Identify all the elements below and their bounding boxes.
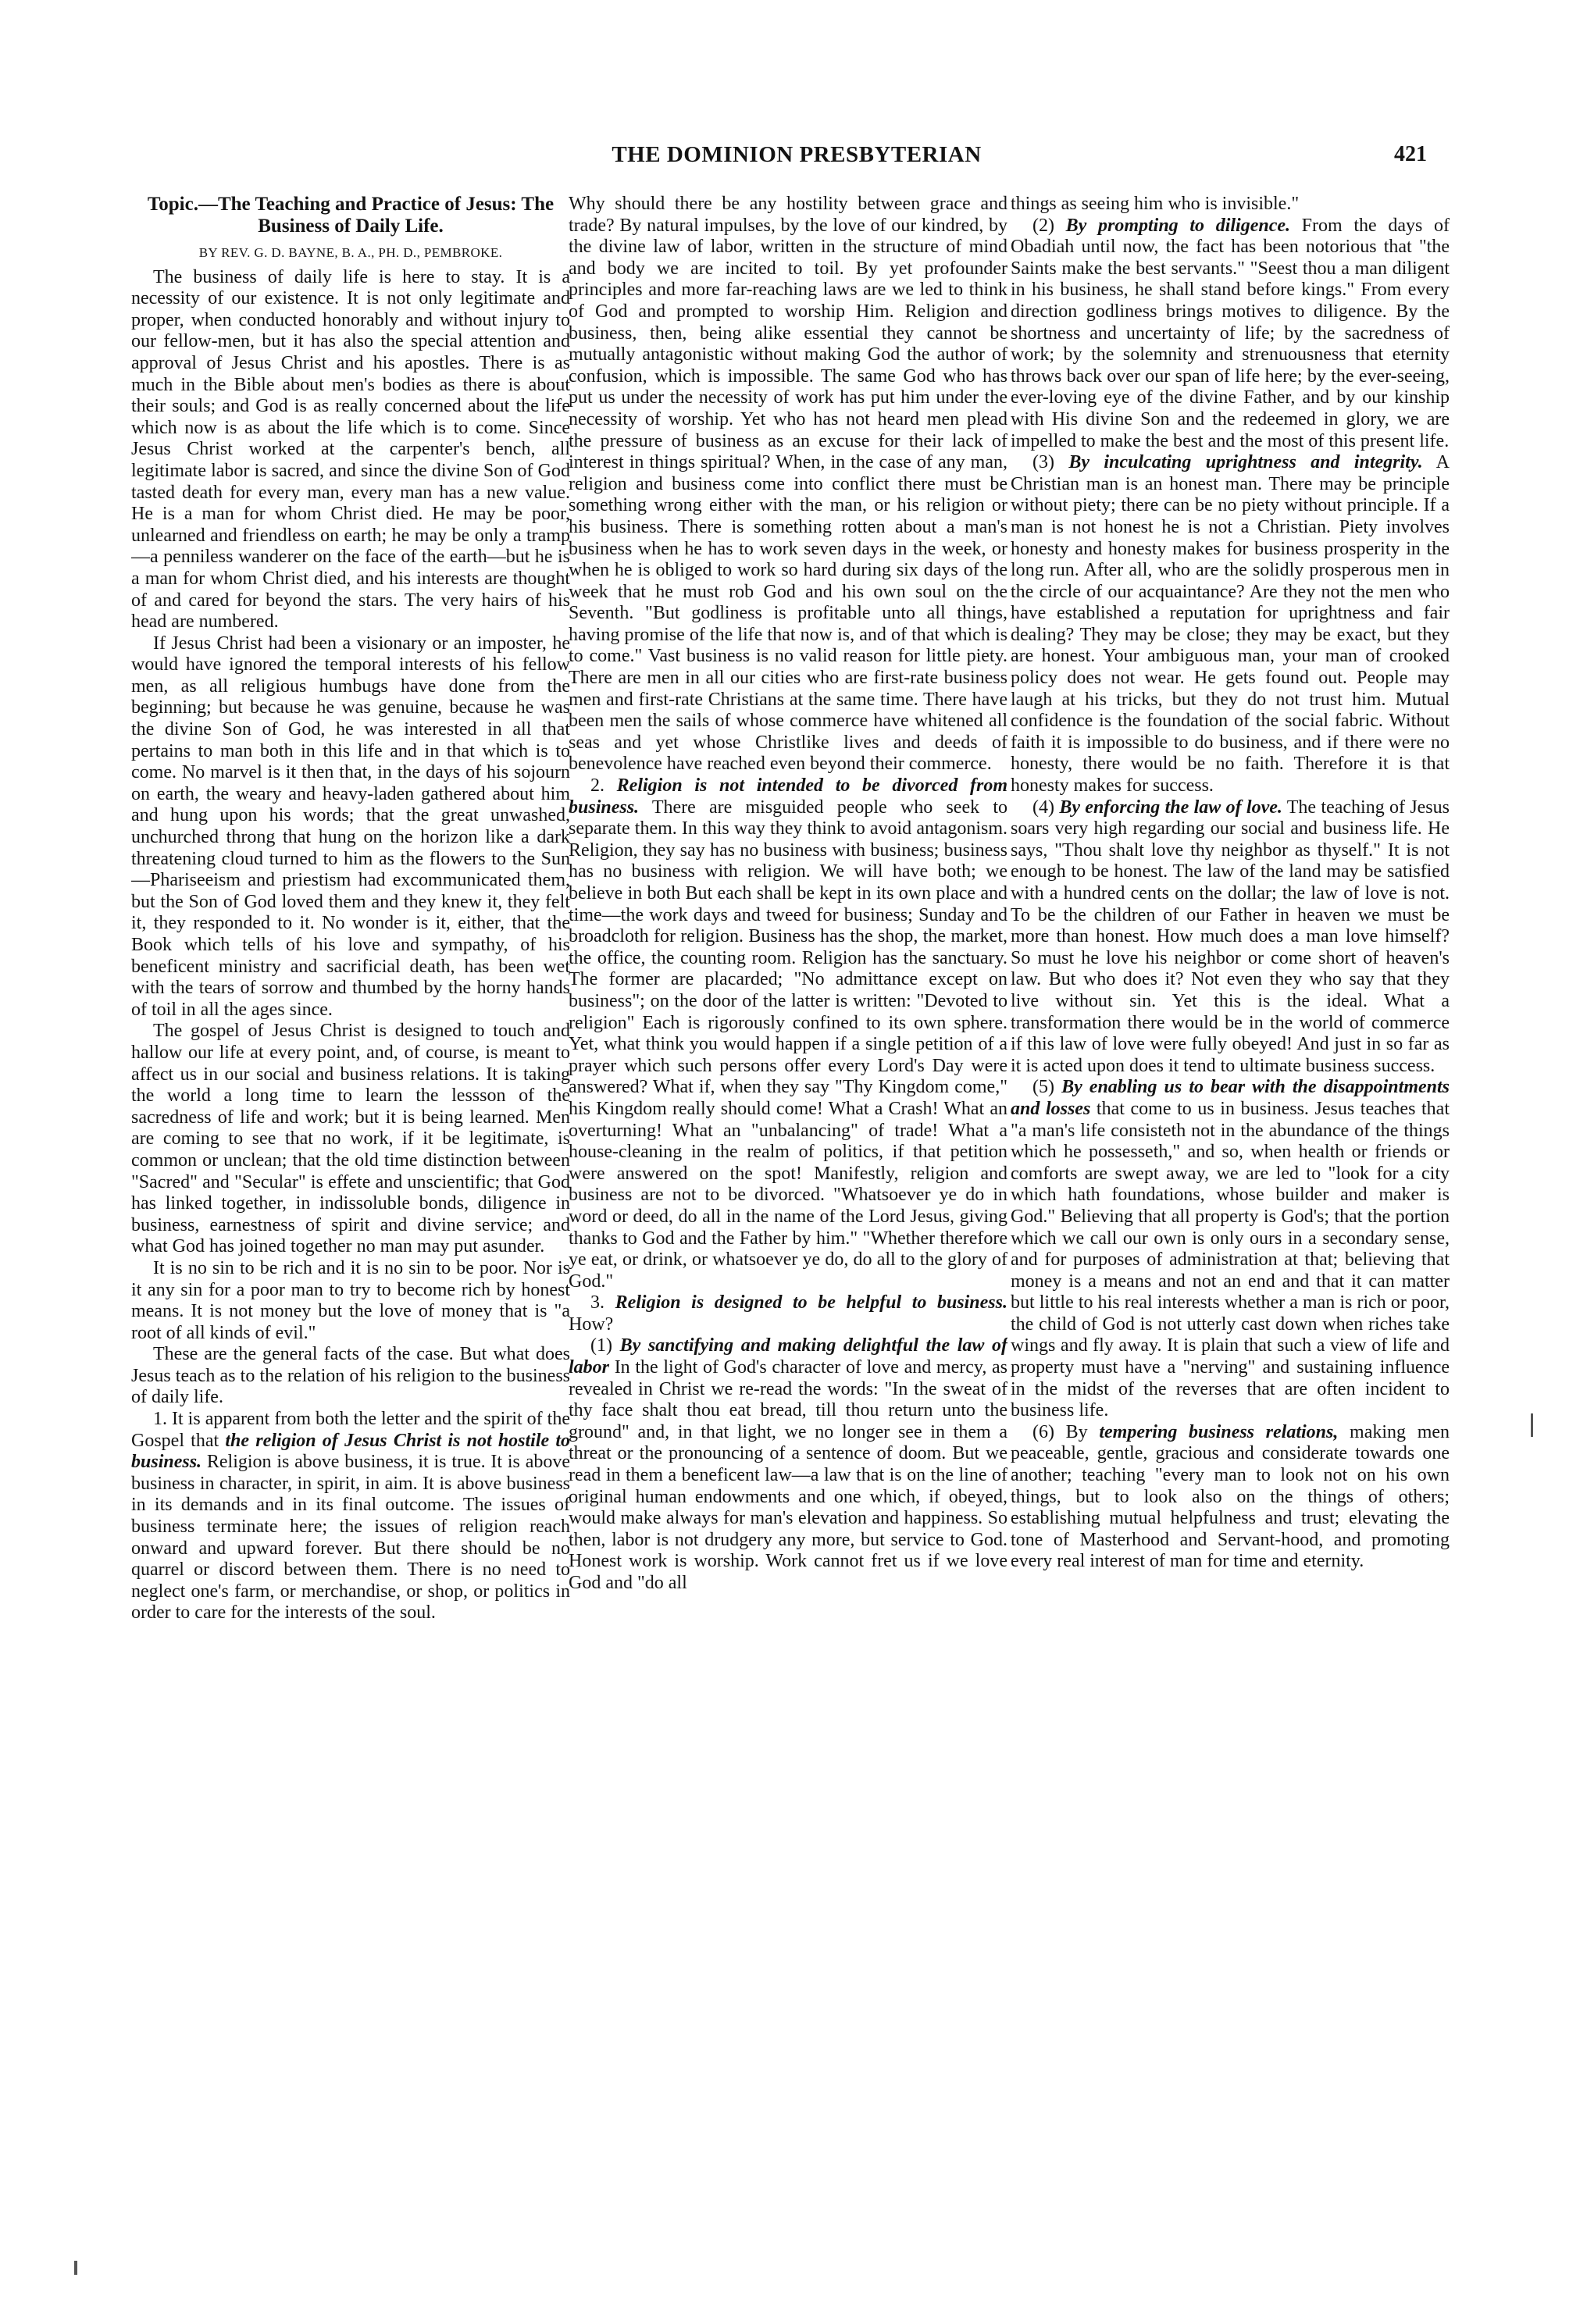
section-number: 2. bbox=[590, 775, 604, 797]
paragraph bbox=[569, 1335, 1007, 1594]
section-heading: By enforcing the law of love. bbox=[1059, 797, 1282, 818]
paragraph: These are the general facts of the case. But what does Jesus teach as to the relation of his religion to the business of daily life. bbox=[131, 1344, 570, 1408]
paragraph: The gospel of Jesus Christ is designed to touch and hallow our life at every point, and, of course, is meant to affect us in our social and business relations. It is taking the world a long time to learn the lessson of the sacredness of life and work; but it is being learned. Men are coming to see that no work, if it be legitimate, is common or unclean; that the old time distinction between "Sacred" and "Secular" is effete and unscientific; that God has linked together, in indissoluble bonds, diligence in business, earnestness of spirit and divine service; and what God has joined together no man may put asunder. bbox=[131, 1021, 570, 1257]
paragraph: It is no sin to be rich and it is no sin to be poor. Nor is it any sin for a poor man to try to become rich by honest means. It is not money but the love of money that is "a root of all kinds of evil." bbox=[131, 1257, 570, 1343]
paragraph-text: There are misguided people who seek to separate them. In this way they think to avoid antagonism. Religion, they say has no business with business; business has no business with religion. We will have both; we believe in both But each shall be kept in its own place and time—the work days and tweed for business; Sunday and broadcloth for religion. Business has the shop, the market, the office, the counting room. Religion has the sanctuary. The former are placarded; "No admittance except on business"; on the door of the latter is written: "Devoted to religion" Each is rigorously confined to its own sphere. Yet, what think you would happen if a single petition of a prayer which such persons offer every Lord's Day were answered? What if, when they say "Thy Kingdom come," his Kingdom really should come! What a Crash! What an overturning! What an "unbalancing" of trade! What a house-cleaning in the realm of politics, if that petition were answered on the spot! Manifestly, religion and business are not to be divorced. "Whatsoever ye do in word or deed, do all in the name of the Lord Jesus, giving thanks to God and the Father by him." "Whether therefore ye eat, or drink, or whatsoever ye do, do all to the glory of God." bbox=[569, 797, 1007, 1292]
emphasis-text: the religion of Jesus Christ is not hostile to business. bbox=[131, 1430, 570, 1473]
paragraph: things as seeing him who is invisible." bbox=[1011, 194, 1300, 214]
paragraph bbox=[569, 775, 1007, 1292]
paragraph-text: Religion is above business, it is true. It is above business in character, in spirit, in aim. It is above business in its demands and in its final outcome. The issues of business terminate here; the issues of religion reach onward and upward forever. But there should be no quarrel or discord between them. There is no need to neglect one's farm, or merchandise, or shop, or politics in order to care for the interests of the soul. bbox=[131, 1452, 570, 1624]
column-2 bbox=[569, 194, 1007, 2287]
section-number: 3. bbox=[590, 1292, 604, 1313]
paragraph-text: A Christian man is an honest man. There may be principle without piety; there can be no piety without principle. If a man is not honest he is not a Christian. Piety involves honesty and honesty makes for business prosperity in the long run. After all, who are the solidly prosperous men in the circle of our acquaintance? Are they not the men who have established a reputation for uprightness and fair dealing? They may be close; they may be exact, but they are honest. Your ambiguous man, your man of crooked policy does not wear. He gets found out. People may laugh at his tricks, but they do not trust him. Mutual confidence is the foundation of the social fabric. Without faith it is impossible to do business, and if there were no honesty, there would be no faith. Therefore it is that honesty makes for success. bbox=[1011, 452, 1450, 797]
page-header bbox=[0, 142, 1587, 173]
page-number: 421 bbox=[1394, 142, 1427, 166]
paragraph bbox=[569, 1292, 1007, 1335]
paragraph: Why should there be any hostility between grace and trade? By natural impulses, by the love of our kindred, by the divine law of labor, written in the structure of mind and body we are incited to toil. By yet profounder principles and more far-reaching laws are we led to think of God and prompted to worship Him. Religion and business, then, being alike essential they cannot be mutually antagonistic without making God the author of confusion, which is impossible. The same God who has put us under the necessity of work has put him under the necessity of worship. Yet who has not heard men plead the pressure of business as an excuse for their lack of interest in things spiritual? When, in the case of any man, religion and business come into conflict there must be something wrong either with the man, or his religion or his business. There is something rotten about a man's business when he has to work seven days in the week, or when he is obliged to work so hard during six days of the week that he must rob God and his own soul on the Seventh. "But godliness is profitable unto all things, having promise of the life that now is, and of that which is to come." Vast business is no valid reason for little piety. There are men in all our cities who are first-rate business men and first-rate Christians at the same time. There have been men the sails of whose commerce have whitened all seas and yet whose Christlike lives and deeds of benevolence have reached even beyond their commerce. bbox=[569, 194, 1007, 775]
section-heading: Religion is designed to be helpful to business. bbox=[615, 1292, 1007, 1313]
section-number: (2) bbox=[1032, 215, 1054, 236]
paragraph bbox=[1011, 1422, 1450, 1573]
section-number: (3) bbox=[1032, 452, 1054, 473]
scan-mark bbox=[1531, 1413, 1533, 1437]
paragraph-text: How? bbox=[569, 1313, 614, 1335]
section-number: (6) By bbox=[1032, 1421, 1088, 1442]
scan-mark bbox=[74, 2261, 77, 2275]
paragraph-text: making men peaceable, gentle, gracious and considerate towards one another; teaching "every man to look not on his own things, but to look also on the things of others; establishing mutual helpfulness and trust; elevating the tone of Masterhood and Servant-hood, and promoting every real interest of man for time and eternity. bbox=[1011, 1421, 1450, 1572]
paragraph: The business of daily life is here to stay. It is a necessity of our existence. It is not only legitimate and proper, when conducted honorably and without injury to our fellow-men, but it has also the special attention and approval of Jesus Christ and his apostles. There is as much in the Bible about men's bodies as there is about their souls; and God is as really concerned about the life which now is as about the life which is to come. Since Jesus Christ worked at the carpenter's bench, all legitimate labor is sacred, and since the divine Son of God tasted death for every man, every man has a new value. He is a man for whom Christ died. He may be poor, unlearned and friendless on earth; he may be only a tramp—a penniless wanderer on the face of the earth—but he is a man for whom Christ died, and his interests are thought of and cared for beyond the stars. The very hairs of his head are numbered. bbox=[131, 266, 570, 633]
paragraph-text: The teaching of Jesus soars very high regarding our social and business life. He says, "Thou shalt love thy neighbor as thyself." It is not enough to be honest. The law of the land may be satisfied with a hundred cents on the dollar; the law of love is not. To be the children of our Father in heaven we must be more than honest. How much does a man love himself? So must he love his neighbor or come short of heaven's law. But who does it? Not even they who say that they live without sin. Yet this is the ideal. What a transformation there would be in the world of commerce if this law of love were fully obeyed! And just in so far as it is acted upon does it tend to ultimate business success. bbox=[1011, 797, 1450, 1076]
paragraph: If Jesus Christ had been a visionary or an imposter, he would have ignored the temporal interests of his fellow men, as all religious humbugs have done from the beginning; but because he was genuine, because he was the divine Son of God, he was interested in all that pertains to man both in this life and in that which is to come. No marvel is it then that, in the days of his sojourn on earth, the weary and heavy-laden gathered about him and hung upon his words; that the great unwashed, unchurched throng that hung on the horizon like a dark threatening cloud turned to him as the flowers to the Sun—Phariseeism and priestism had excommunicated them, but the Son of God loved them and they knew it, they felt it, they responded to it. No wonder is it, either, that the Book which tells of his love and sympathy, of his beneficent ministry and sacrificial death, has been wet with the tears of sorrow and thumbed by the horny hands of toil in all the ages since. bbox=[131, 633, 570, 1020]
paragraph bbox=[131, 1409, 570, 1624]
section-heading: tempering business relations, bbox=[1099, 1421, 1339, 1442]
section-number: (4) bbox=[1032, 797, 1054, 818]
paragraph bbox=[1011, 1077, 1450, 1422]
paragraph-text: that come to us in business. Jesus teaches that "a man's life consisteth not in the abundance of the things which he possesseth," and so, when health or friends or comforts are swept away, we are led to "look for a city which hath foundations, whose builder and maker is God." Believing that all property is God's; that the portion which we call our own is only ours in a secondary sense, and for purposes of administration at that; believing that money is a means and not an end and that it can matter but little to his real interests whether a man is rich or poor, the child of God is not utterly cast down when riches take wings and fly away. It is plain that such a view of life and property must have a "nerving" and sustaining influence in the midst of the reverses that are often incident to business life. bbox=[1011, 1098, 1450, 1421]
section-heading: By sanctifying and making delightful the law of labor bbox=[569, 1335, 1007, 1378]
paragraph bbox=[1011, 797, 1450, 1078]
section-heading: By enabling us to bear with the disappointments and losses bbox=[1011, 1077, 1450, 1119]
running-title: THE DOMINION PRESBYTERIAN bbox=[612, 142, 982, 167]
paragraph-text: In the light of God's character of love and mercy, as revealed in Christ we re-read the words: "In the sweat of thy face shalt thou eat bread, till thou return unto the ground" and, in that light, we no longer see in them a threat or the pronouncing of a sentence of doom. But we read in them a beneficent law—a law that is on the line of original human endowments and one which, if obeyed, would make always for man's elevation and happiness. So then, labor is not drudgery any more, but service to God. Honest work is worship. Work cannot fret us if we love God and "do all bbox=[569, 1357, 1007, 1593]
section-heading: By inculcating uprightness and integrity. bbox=[1068, 452, 1423, 473]
section-number: (1) bbox=[590, 1335, 612, 1356]
article-byline: BY REV. G. D. BAYNE, B. A., PH. D., PEMBROKE. bbox=[198, 245, 503, 260]
column-1 bbox=[131, 194, 570, 2287]
article-title: Topic.—The Teaching and Practice of Jesus: The Business of Daily Life. bbox=[147, 194, 555, 237]
column-3 bbox=[1011, 194, 1450, 2287]
paragraph bbox=[1011, 216, 1450, 453]
paragraph bbox=[1011, 452, 1450, 797]
section-number: (5) bbox=[1032, 1077, 1054, 1098]
section-heading: By prompting to diligence. bbox=[1065, 215, 1290, 236]
paragraph-text: 1. It is apparent from both the letter and the spirit of the Gospel that bbox=[131, 1409, 570, 1451]
paragraph-text: From the days of Obadiah until now, the fact has been notorious that "the Saints make the best servants." "Seest thou a man diligent in his business, he shall stand before kings." From every direction godliness brings motives to diligence. By the shortness and uncertainty of life; by the sacredness of work; by the solemnity and strenuousness that eternity throws back over our span of life here; by the ever-seeing, ever-loving eye of the divine Father, and by our kinship with His divine Son and the redeemed in glory, we are impelled to make the best and the most of this present life. bbox=[1011, 215, 1450, 451]
section-heading: Religion is not intended to be divorced from business. bbox=[569, 775, 1007, 818]
